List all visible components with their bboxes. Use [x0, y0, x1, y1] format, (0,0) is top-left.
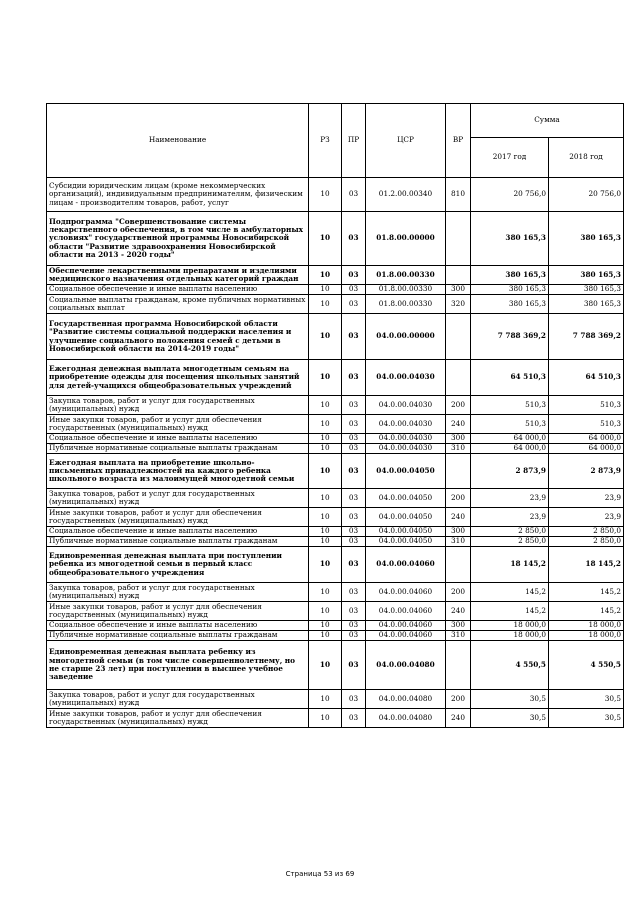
cell-csr: 04.0.00.04060: [366, 602, 446, 621]
cell-sum-2018: 64 000,0: [549, 444, 624, 454]
cell-rz: 10: [309, 621, 342, 631]
table-row: [47, 212, 624, 266]
cell-pr: 03: [342, 454, 366, 489]
cell-vr: 300: [446, 527, 471, 537]
cell-pr: 03: [342, 527, 366, 537]
cell-name: Субсидии юридическим лицам (кроме некоммерческих организаций), индивидуальным предпринимателям, физическим лицам - производителям товаров, работ, услуг: [47, 178, 309, 212]
cell-pr: 03: [342, 415, 366, 434]
cell-sum-2017: 2 850,0: [471, 527, 549, 537]
cell-name: Публичные нормативные социальные выплаты гражданам: [47, 537, 309, 547]
cell-rz: 10: [309, 602, 342, 621]
cell-csr: 04.0.00.04050: [366, 527, 446, 537]
cell-sum-2018: 18 145,2: [549, 547, 624, 583]
cell-csr: 04.0.00.04060: [366, 631, 446, 641]
cell-pr: 03: [342, 709, 366, 728]
cell-vr: 310: [446, 537, 471, 547]
cell-sum-2018: 380 165,3: [549, 212, 624, 266]
cell-csr: 04.0.00.04030: [366, 434, 446, 444]
cell-rz: 10: [309, 415, 342, 434]
cell-name: Публичные нормативные социальные выплаты гражданам: [47, 631, 309, 641]
cell-csr: 04.0.00.04080: [366, 709, 446, 728]
cell-vr: [446, 212, 471, 266]
cell-sum-2017: 64 000,0: [471, 444, 549, 454]
cell-pr: 03: [342, 285, 366, 295]
cell-rz: 10: [309, 690, 342, 709]
page-footer: Страница 53 из 69: [285, 870, 355, 878]
cell-sum-2018: 380 165,3: [549, 295, 624, 314]
table-row: [47, 444, 624, 454]
cell-name: Государственная программа Новосибирской области "Развитие системы социальной поддержки населения и улучшение социального положения семей с детьми в Новосибирской области на 2014-2019 годы": [47, 314, 309, 360]
cell-name: Иные закупки товаров, работ и услуг для обеспечения государственных (муниципальных) нужд: [47, 602, 309, 621]
cell-vr: 200: [446, 690, 471, 709]
cell-rz: 10: [309, 508, 342, 527]
cell-csr: 04.0.00.04080: [366, 690, 446, 709]
cell-name: Социальные выплаты гражданам, кроме публичных нормативных социальных выплат: [47, 295, 309, 314]
cell-sum-2018: 380 165,3: [549, 266, 624, 285]
header-vr: ВР: [446, 104, 471, 178]
cell-name: Единовременная денежная выплата при поступлении ребенка из многодетной семьи в первый класс общеобразовательного учреждения: [47, 547, 309, 583]
cell-name: Социальное обеспечение и иные выплаты населению: [47, 434, 309, 444]
cell-sum-2018: 18 000,0: [549, 631, 624, 641]
cell-csr: 04.0.00.04050: [366, 537, 446, 547]
table-row: [47, 434, 624, 444]
cell-sum-2017: 380 165,3: [471, 266, 549, 285]
cell-rz: 10: [309, 631, 342, 641]
table-row: [47, 709, 624, 728]
cell-rz: 10: [309, 537, 342, 547]
cell-rz: 10: [309, 396, 342, 415]
cell-pr: 03: [342, 489, 366, 508]
cell-sum-2018: 30,5: [549, 709, 624, 728]
cell-sum-2018: 30,5: [549, 690, 624, 709]
cell-pr: 03: [342, 360, 366, 396]
cell-sum-2017: 30,5: [471, 690, 549, 709]
cell-csr: 01.8.00.00000: [366, 212, 446, 266]
cell-csr: 04.0.00.04050: [366, 454, 446, 489]
cell-sum-2017: 18 145,2: [471, 547, 549, 583]
header-rz: РЗ: [309, 104, 342, 178]
cell-rz: 10: [309, 583, 342, 602]
cell-sum-2017: 23,9: [471, 489, 549, 508]
header-csr: ЦСР: [366, 104, 446, 178]
cell-sum-2017: 510,3: [471, 396, 549, 415]
cell-rz: 10: [309, 360, 342, 396]
cell-sum-2017: 64 000,0: [471, 434, 549, 444]
cell-sum-2017: 2 850,0: [471, 537, 549, 547]
table-row: [47, 547, 624, 583]
cell-sum-2018: 20 756,0: [549, 178, 624, 212]
cell-rz: 10: [309, 285, 342, 295]
table-row: [47, 690, 624, 709]
table-row: [47, 537, 624, 547]
cell-csr: 04.0.00.04030: [366, 360, 446, 396]
cell-vr: 300: [446, 434, 471, 444]
cell-pr: 03: [342, 266, 366, 285]
cell-sum-2018: 2 850,0: [549, 527, 624, 537]
cell-pr: 03: [342, 212, 366, 266]
cell-csr: 04.0.00.04030: [366, 415, 446, 434]
table-row: [47, 527, 624, 537]
cell-name: Социальное обеспечение и иные выплаты населению: [47, 285, 309, 295]
cell-sum-2017: 23,9: [471, 508, 549, 527]
table-row: [47, 415, 624, 434]
cell-vr: [446, 314, 471, 360]
cell-vr: 200: [446, 489, 471, 508]
cell-vr: 240: [446, 508, 471, 527]
cell-pr: 03: [342, 396, 366, 415]
cell-sum-2017: 4 550,5: [471, 641, 549, 690]
header-year-2018: 2018 год: [549, 138, 624, 178]
cell-csr: 04.0.00.04030: [366, 444, 446, 454]
cell-sum-2017: 18 000,0: [471, 631, 549, 641]
cell-pr: 03: [342, 178, 366, 212]
cell-rz: 10: [309, 489, 342, 508]
cell-rz: 10: [309, 295, 342, 314]
cell-rz: 10: [309, 641, 342, 690]
cell-sum-2018: 23,9: [549, 508, 624, 527]
cell-name: Закупка товаров, работ и услуг для государственных (муниципальных) нужд: [47, 583, 309, 602]
header-pr: ПР: [342, 104, 366, 178]
cell-rz: 10: [309, 547, 342, 583]
cell-vr: 200: [446, 396, 471, 415]
table-row: [47, 295, 624, 314]
table-row: [47, 285, 624, 295]
cell-csr: 04.0.00.04060: [366, 547, 446, 583]
table-row: [47, 266, 624, 285]
cell-pr: 03: [342, 602, 366, 621]
cell-pr: 03: [342, 690, 366, 709]
cell-pr: 03: [342, 444, 366, 454]
cell-name: Иные закупки товаров, работ и услуг для обеспечения государственных (муниципальных) нужд: [47, 415, 309, 434]
cell-rz: 10: [309, 212, 342, 266]
cell-name: Социальное обеспечение и иные выплаты населению: [47, 527, 309, 537]
cell-pr: 03: [342, 508, 366, 527]
header-year-2017: 2017 год: [471, 138, 549, 178]
header-name: Наименование: [47, 104, 309, 178]
cell-sum-2017: 64 510,3: [471, 360, 549, 396]
cell-name: Ежегодная денежная выплата многодетным семьям на приобретение одежды для посещения школьных занятий для детей-учащихся общеобразовательных учреждений: [47, 360, 309, 396]
cell-name: Закупка товаров, работ и услуг для государственных (муниципальных) нужд: [47, 396, 309, 415]
cell-vr: 200: [446, 583, 471, 602]
cell-vr: [446, 641, 471, 690]
cell-csr: 04.0.00.04030: [366, 396, 446, 415]
cell-rz: 10: [309, 709, 342, 728]
cell-csr: 04.0.00.04080: [366, 641, 446, 690]
cell-sum-2018: 510,3: [549, 415, 624, 434]
cell-sum-2018: 380 165,3: [549, 285, 624, 295]
cell-csr: 04.0.00.04060: [366, 621, 446, 631]
cell-sum-2017: 2 873,9: [471, 454, 549, 489]
cell-sum-2017: 145,2: [471, 602, 549, 621]
table-row: [47, 489, 624, 508]
table-row: [47, 314, 624, 360]
cell-rz: 10: [309, 178, 342, 212]
cell-pr: 03: [342, 295, 366, 314]
cell-name: Иные закупки товаров, работ и услуг для обеспечения государственных (муниципальных) нужд: [47, 709, 309, 728]
cell-vr: 810: [446, 178, 471, 212]
cell-name: Закупка товаров, работ и услуг для государственных (муниципальных) нужд: [47, 489, 309, 508]
cell-name: Единовременная денежная выплата ребенку из многодетной семьи (в том числе совершеннолетнему, но не старше 23 лет) при поступлении в высшее учебное заведение: [47, 641, 309, 690]
cell-vr: [446, 266, 471, 285]
budget-table: [46, 103, 624, 728]
table-row: [47, 583, 624, 602]
cell-name: Социальное обеспечение и иные выплаты населению: [47, 621, 309, 631]
table-row: [47, 360, 624, 396]
cell-vr: 240: [446, 709, 471, 728]
cell-sum-2017: 380 165,3: [471, 295, 549, 314]
cell-rz: 10: [309, 527, 342, 537]
cell-pr: 03: [342, 314, 366, 360]
cell-sum-2017: 20 756,0: [471, 178, 549, 212]
cell-vr: 320: [446, 295, 471, 314]
cell-sum-2017: 7 788 369,2: [471, 314, 549, 360]
table-row: [47, 396, 624, 415]
cell-sum-2018: 145,2: [549, 583, 624, 602]
cell-pr: 03: [342, 547, 366, 583]
cell-pr: 03: [342, 537, 366, 547]
table-row: [47, 602, 624, 621]
cell-sum-2017: 510,3: [471, 415, 549, 434]
cell-pr: 03: [342, 641, 366, 690]
cell-sum-2017: 18 000,0: [471, 621, 549, 631]
table-row: [47, 508, 624, 527]
cell-csr: 04.0.00.04060: [366, 583, 446, 602]
header-sum: Сумма: [471, 104, 624, 138]
cell-rz: 10: [309, 454, 342, 489]
cell-csr: 01.8.00.00330: [366, 266, 446, 285]
cell-sum-2018: 145,2: [549, 602, 624, 621]
cell-sum-2018: 23,9: [549, 489, 624, 508]
table-row: [47, 641, 624, 690]
cell-pr: 03: [342, 583, 366, 602]
cell-name: Публичные нормативные социальные выплаты гражданам: [47, 444, 309, 454]
cell-rz: 10: [309, 444, 342, 454]
cell-pr: 03: [342, 621, 366, 631]
cell-sum-2018: 2 850,0: [549, 537, 624, 547]
cell-name: Ежегодная выплата на приобретение школьно-письменных принадлежностей на каждого ребенка школьного возраста из малоимущей многодетной семьи: [47, 454, 309, 489]
cell-csr: 01.8.00.00330: [366, 295, 446, 314]
cell-name: Обеспечение лекарственными препаратами и изделиями медицинского назначения отдельных категорий граждан: [47, 266, 309, 285]
cell-vr: [446, 547, 471, 583]
cell-sum-2017: 145,2: [471, 583, 549, 602]
cell-rz: 10: [309, 314, 342, 360]
cell-sum-2018: 2 873,9: [549, 454, 624, 489]
cell-sum-2018: 18 000,0: [549, 621, 624, 631]
cell-vr: 300: [446, 621, 471, 631]
cell-vr: 300: [446, 285, 471, 295]
cell-sum-2018: 4 550,5: [549, 641, 624, 690]
table-body: [47, 178, 624, 728]
table-row: [47, 178, 624, 212]
table-row: [47, 454, 624, 489]
table-row: [47, 621, 624, 631]
cell-csr: 04.0.00.04050: [366, 489, 446, 508]
cell-vr: 240: [446, 602, 471, 621]
cell-csr: 01.8.00.00330: [366, 285, 446, 295]
cell-vr: [446, 454, 471, 489]
cell-sum-2017: 380 165,3: [471, 212, 549, 266]
cell-sum-2017: 380 165,3: [471, 285, 549, 295]
cell-vr: 310: [446, 444, 471, 454]
cell-vr: 310: [446, 631, 471, 641]
table-row: [47, 631, 624, 641]
cell-vr: [446, 360, 471, 396]
cell-name: Подпрограмма "Совершенствование системы лекарственного обеспечения, в том числе в амбулаторных условиях" государственной программы Новосибирской области "Развитие здравоохранения Новосибирской области на 2013 - 2020 годы": [47, 212, 309, 266]
cell-pr: 03: [342, 631, 366, 641]
cell-sum-2018: 7 788 369,2: [549, 314, 624, 360]
cell-csr: 01.2.00.00340: [366, 178, 446, 212]
cell-pr: 03: [342, 434, 366, 444]
cell-vr: 240: [446, 415, 471, 434]
cell-sum-2018: 64 510,3: [549, 360, 624, 396]
cell-csr: 04.0.00.00000: [366, 314, 446, 360]
cell-name: Иные закупки товаров, работ и услуг для обеспечения государственных (муниципальных) нужд: [47, 508, 309, 527]
cell-csr: 04.0.00.04050: [366, 508, 446, 527]
cell-rz: 10: [309, 266, 342, 285]
cell-rz: 10: [309, 434, 342, 444]
cell-sum-2017: 30,5: [471, 709, 549, 728]
cell-sum-2018: 64 000,0: [549, 434, 624, 444]
cell-sum-2018: 510,3: [549, 396, 624, 415]
cell-name: Закупка товаров, работ и услуг для государственных (муниципальных) нужд: [47, 690, 309, 709]
